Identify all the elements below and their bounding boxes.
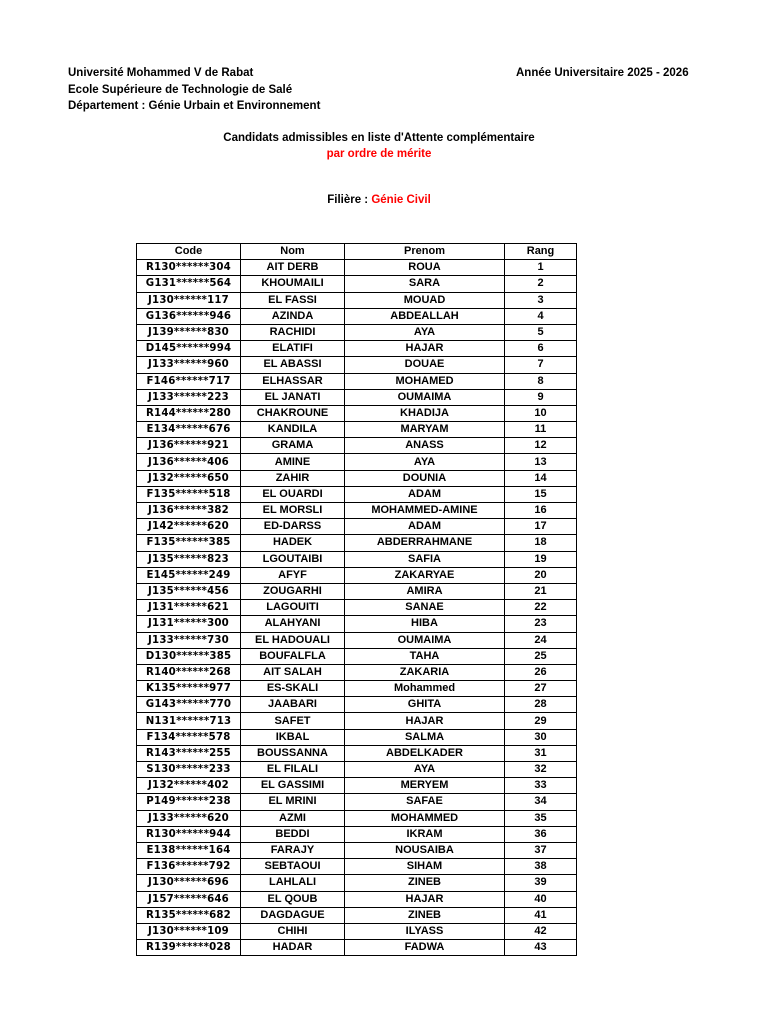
school-name: Ecole Supérieure de Technologie de Salé	[68, 83, 293, 96]
cell-rang: 21	[505, 583, 577, 599]
cell-prenom: SALMA	[345, 729, 505, 745]
column-header-nom: Nom	[241, 244, 345, 260]
cell-nom: ALAHYANI	[241, 616, 345, 632]
cell-nom: SAFET	[241, 713, 345, 729]
table-header-row	[137, 244, 577, 260]
table-row	[137, 632, 577, 648]
cell-nom: LAHLALI	[241, 875, 345, 891]
table-row	[137, 729, 577, 745]
cell-prenom: Mohammed	[345, 681, 505, 697]
cell-code: R143******255	[137, 745, 241, 761]
cell-code: F136******792	[137, 859, 241, 875]
cell-code: F146******717	[137, 373, 241, 389]
candidates-table	[136, 243, 577, 956]
cell-rang: 28	[505, 697, 577, 713]
cell-rang: 4	[505, 308, 577, 324]
table-row	[137, 470, 577, 486]
cell-code: R139******028	[137, 940, 241, 956]
cell-prenom: ZAKARYAE	[345, 567, 505, 583]
filiere-label: Filière :	[327, 194, 372, 206]
table-row	[137, 292, 577, 308]
cell-prenom: MOHAMMED	[345, 810, 505, 826]
cell-nom: FARAJY	[241, 842, 345, 858]
cell-nom: RACHIDI	[241, 324, 345, 340]
cell-prenom: IKRAM	[345, 826, 505, 842]
table-row	[137, 713, 577, 729]
cell-rang: 5	[505, 324, 577, 340]
cell-code: J136******921	[137, 438, 241, 454]
cell-code: J133******620	[137, 810, 241, 826]
cell-nom: ELHASSAR	[241, 373, 345, 389]
table-row	[137, 438, 577, 454]
cell-code: R130******304	[137, 260, 241, 276]
cell-rang: 30	[505, 729, 577, 745]
cell-prenom: ABDERRAHMANE	[345, 535, 505, 551]
cell-rang: 25	[505, 648, 577, 664]
cell-prenom: DOUNIA	[345, 470, 505, 486]
table-row	[137, 422, 577, 438]
table-row	[137, 891, 577, 907]
cell-nom: AZMI	[241, 810, 345, 826]
table-row	[137, 486, 577, 502]
cell-code: E134******676	[137, 422, 241, 438]
cell-rang: 18	[505, 535, 577, 551]
column-header-code: Code	[137, 244, 241, 260]
cell-nom: SEBTAOUI	[241, 859, 345, 875]
table-row	[137, 276, 577, 292]
column-header-prenom: Prenom	[345, 244, 505, 260]
cell-rang: 20	[505, 567, 577, 583]
cell-nom: BEDDI	[241, 826, 345, 842]
table-row	[137, 503, 577, 519]
table-row	[137, 745, 577, 761]
cell-rang: 35	[505, 810, 577, 826]
cell-prenom: SANAE	[345, 600, 505, 616]
table-row	[137, 341, 577, 357]
cell-code: G136******946	[137, 308, 241, 324]
cell-nom: EL HADOUALI	[241, 632, 345, 648]
cell-rang: 13	[505, 454, 577, 470]
table-row	[137, 583, 577, 599]
cell-rang: 19	[505, 551, 577, 567]
cell-nom: CHIHI	[241, 923, 345, 939]
table-row	[137, 842, 577, 858]
cell-prenom: KHADIJA	[345, 405, 505, 421]
table-row	[137, 778, 577, 794]
cell-nom: IKBAL	[241, 729, 345, 745]
cell-rang: 12	[505, 438, 577, 454]
cell-prenom: ZINEB	[345, 907, 505, 923]
cell-prenom: OUMAIMA	[345, 389, 505, 405]
cell-nom: EL FILALI	[241, 762, 345, 778]
cell-code: J157******646	[137, 891, 241, 907]
academic-year: Année Universitaire 2025 - 2026	[516, 67, 689, 79]
table-row	[137, 551, 577, 567]
cell-prenom: ROUA	[345, 260, 505, 276]
cell-nom: BOUSSANNA	[241, 745, 345, 761]
cell-code: J136******382	[137, 503, 241, 519]
cell-nom: ES-SKALI	[241, 681, 345, 697]
table-row	[137, 859, 577, 875]
table-row	[137, 940, 577, 956]
cell-code: J132******650	[137, 470, 241, 486]
cell-nom: AZINDA	[241, 308, 345, 324]
cell-code: J133******223	[137, 389, 241, 405]
cell-code: R140******268	[137, 664, 241, 680]
cell-prenom: ABDEALLAH	[345, 308, 505, 324]
cell-nom: ZAHIR	[241, 470, 345, 486]
table-row	[137, 405, 577, 421]
cell-code: J135******823	[137, 551, 241, 567]
column-header-rang: Rang	[505, 244, 577, 260]
cell-nom: KANDILA	[241, 422, 345, 438]
cell-rang: 43	[505, 940, 577, 956]
cell-nom: AFYF	[241, 567, 345, 583]
university-name: Université Mohammed V de Rabat	[68, 67, 254, 79]
cell-code: J142******620	[137, 519, 241, 535]
cell-rang: 23	[505, 616, 577, 632]
title-line-1: Candidats admissibles en liste d'Attente complémentaire	[223, 132, 535, 144]
cell-rang: 10	[505, 405, 577, 421]
cell-rang: 2	[505, 276, 577, 292]
cell-prenom: ADAM	[345, 486, 505, 502]
cell-rang: 27	[505, 681, 577, 697]
cell-nom: LGOUTAIBI	[241, 551, 345, 567]
cell-prenom: ABDELKADER	[345, 745, 505, 761]
cell-code: D145******994	[137, 341, 241, 357]
cell-prenom: FADWA	[345, 940, 505, 956]
cell-nom: AMINE	[241, 454, 345, 470]
table-row	[137, 454, 577, 470]
table-row	[137, 616, 577, 632]
cell-nom: ED-DARSS	[241, 519, 345, 535]
cell-nom: KHOUMAILI	[241, 276, 345, 292]
cell-nom: EL MORSLI	[241, 503, 345, 519]
cell-rang: 33	[505, 778, 577, 794]
cell-prenom: MARYAM	[345, 422, 505, 438]
document-title	[0, 130, 758, 162]
table-row	[137, 826, 577, 842]
cell-prenom: OUMAIMA	[345, 632, 505, 648]
cell-nom: ZOUGARHI	[241, 583, 345, 599]
cell-rang: 34	[505, 794, 577, 810]
cell-code: J133******960	[137, 357, 241, 373]
cell-prenom: MOHAMED	[345, 373, 505, 389]
cell-prenom: AYA	[345, 762, 505, 778]
cell-rang: 15	[505, 486, 577, 502]
cell-prenom: AMIRA	[345, 583, 505, 599]
cell-prenom: HAJAR	[345, 341, 505, 357]
cell-rang: 32	[505, 762, 577, 778]
cell-code: J130******696	[137, 875, 241, 891]
cell-rang: 26	[505, 664, 577, 680]
table-row	[137, 519, 577, 535]
cell-rang: 9	[505, 389, 577, 405]
cell-nom: GRAMA	[241, 438, 345, 454]
cell-rang: 1	[505, 260, 577, 276]
table-row	[137, 907, 577, 923]
cell-nom: HADAR	[241, 940, 345, 956]
cell-code: J130******109	[137, 923, 241, 939]
cell-prenom: NOUSAIBA	[345, 842, 505, 858]
cell-nom: EL JANATI	[241, 389, 345, 405]
cell-code: D130******385	[137, 648, 241, 664]
table-row	[137, 600, 577, 616]
cell-nom: ELATIFI	[241, 341, 345, 357]
cell-code: J131******300	[137, 616, 241, 632]
cell-rang: 6	[505, 341, 577, 357]
cell-prenom: MOUAD	[345, 292, 505, 308]
cell-nom: EL FASSI	[241, 292, 345, 308]
cell-code: G131******564	[137, 276, 241, 292]
cell-prenom: SIHAM	[345, 859, 505, 875]
cell-rang: 7	[505, 357, 577, 373]
cell-nom: CHAKROUNE	[241, 405, 345, 421]
table-row	[137, 923, 577, 939]
cell-code: K135******977	[137, 681, 241, 697]
cell-rang: 16	[505, 503, 577, 519]
cell-rang: 40	[505, 891, 577, 907]
cell-code: P149******238	[137, 794, 241, 810]
table-row	[137, 810, 577, 826]
cell-nom: LAGOUITI	[241, 600, 345, 616]
table-row	[137, 373, 577, 389]
cell-code: E145******249	[137, 567, 241, 583]
cell-nom: BOUFALFLA	[241, 648, 345, 664]
cell-code: R144******280	[137, 405, 241, 421]
cell-prenom: ADAM	[345, 519, 505, 535]
cell-rang: 8	[505, 373, 577, 389]
cell-prenom: ZAKARIA	[345, 664, 505, 680]
cell-rang: 3	[505, 292, 577, 308]
table-row	[137, 648, 577, 664]
table-row	[137, 535, 577, 551]
cell-rang: 11	[505, 422, 577, 438]
title-line-2: par ordre de mérite	[326, 148, 432, 160]
filiere-heading	[0, 194, 758, 206]
cell-rang: 37	[505, 842, 577, 858]
table-row	[137, 357, 577, 373]
table-row	[137, 389, 577, 405]
cell-nom: EL GASSIMI	[241, 778, 345, 794]
cell-code: J139******830	[137, 324, 241, 340]
cell-prenom: ZINEB	[345, 875, 505, 891]
cell-code: J130******117	[137, 292, 241, 308]
cell-nom: EL OUARDI	[241, 486, 345, 502]
cell-rang: 29	[505, 713, 577, 729]
cell-prenom: MOHAMMED-AMINE	[345, 503, 505, 519]
cell-rang: 36	[505, 826, 577, 842]
cell-prenom: AYA	[345, 324, 505, 340]
cell-prenom: AYA	[345, 454, 505, 470]
table-row	[137, 875, 577, 891]
cell-prenom: TAHA	[345, 648, 505, 664]
cell-prenom: SARA	[345, 276, 505, 292]
cell-rang: 41	[505, 907, 577, 923]
cell-nom: AIT SALAH	[241, 664, 345, 680]
cell-code: R135******682	[137, 907, 241, 923]
table-row	[137, 260, 577, 276]
cell-code: F134******578	[137, 729, 241, 745]
cell-rang: 39	[505, 875, 577, 891]
cell-prenom: SAFIA	[345, 551, 505, 567]
cell-rang: 31	[505, 745, 577, 761]
cell-nom: EL QOUB	[241, 891, 345, 907]
table-row	[137, 308, 577, 324]
cell-rang: 22	[505, 600, 577, 616]
cell-code: J131******621	[137, 600, 241, 616]
cell-prenom: HIBA	[345, 616, 505, 632]
cell-prenom: HAJAR	[345, 891, 505, 907]
cell-nom: EL ABASSI	[241, 357, 345, 373]
table-row	[137, 794, 577, 810]
cell-rang: 38	[505, 859, 577, 875]
institution-header	[68, 65, 320, 115]
cell-prenom: DOUAE	[345, 357, 505, 373]
table-row	[137, 762, 577, 778]
cell-code: S130******233	[137, 762, 241, 778]
filiere-value: Génie Civil	[371, 194, 431, 206]
cell-prenom: SAFAE	[345, 794, 505, 810]
cell-nom: AIT DERB	[241, 260, 345, 276]
cell-prenom: ANASS	[345, 438, 505, 454]
cell-code: J135******456	[137, 583, 241, 599]
cell-code: E138******164	[137, 842, 241, 858]
cell-code: J136******406	[137, 454, 241, 470]
cell-rang: 14	[505, 470, 577, 486]
table-row	[137, 567, 577, 583]
table-row	[137, 697, 577, 713]
cell-nom: DAGDAGUE	[241, 907, 345, 923]
table-row	[137, 324, 577, 340]
cell-prenom: ILYASS	[345, 923, 505, 939]
cell-code: R130******944	[137, 826, 241, 842]
cell-nom: EL MRINI	[241, 794, 345, 810]
cell-code: J133******730	[137, 632, 241, 648]
cell-code: F135******385	[137, 535, 241, 551]
cell-prenom: GHITA	[345, 697, 505, 713]
cell-code: J132******402	[137, 778, 241, 794]
cell-code: G143******770	[137, 697, 241, 713]
cell-code: F135******518	[137, 486, 241, 502]
cell-rang: 24	[505, 632, 577, 648]
cell-prenom: HAJAR	[345, 713, 505, 729]
table-row	[137, 664, 577, 680]
cell-rang: 17	[505, 519, 577, 535]
cell-nom: JAABARI	[241, 697, 345, 713]
cell-nom: HADEK	[241, 535, 345, 551]
department-name: Département : Génie Urbain et Environnement	[68, 100, 321, 112]
cell-code: N131******713	[137, 713, 241, 729]
cell-prenom: MERYEM	[345, 778, 505, 794]
table-row	[137, 681, 577, 697]
cell-rang: 42	[505, 923, 577, 939]
